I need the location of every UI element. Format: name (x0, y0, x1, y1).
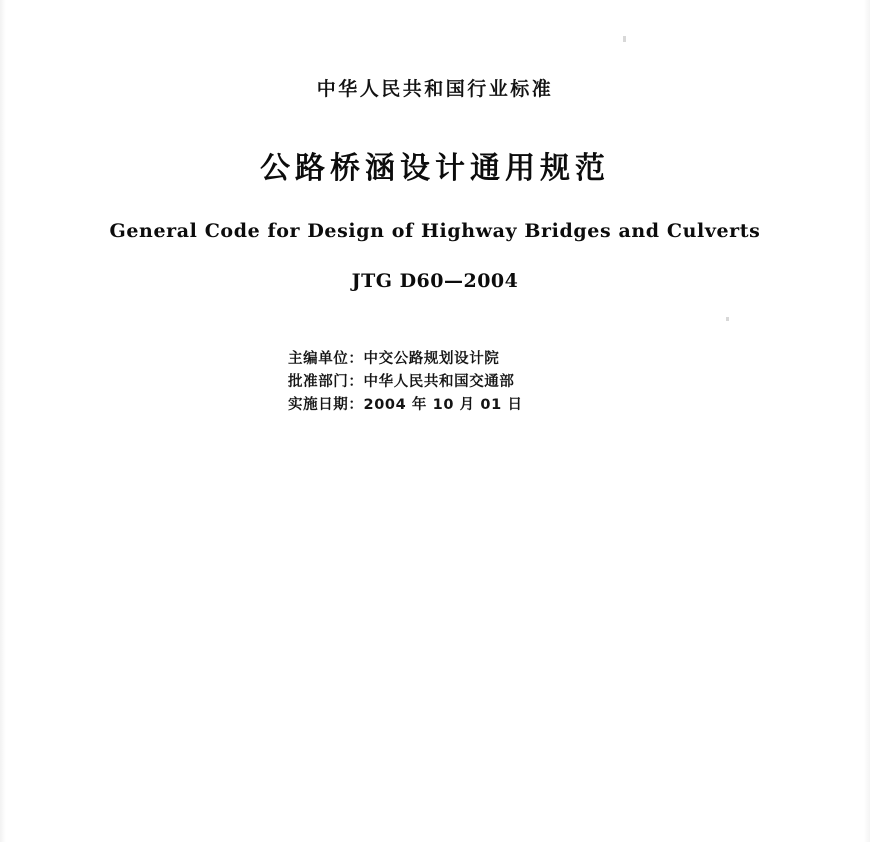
standard-code-number: JTG D60—2004 (351, 270, 519, 292)
english-title: General Code for Design of Highway Bridges and Culverts (109, 220, 761, 242)
page-title: 公路桥涵设计通用规范 (260, 151, 610, 186)
meta-approving-department: 批准部门：中华人民共和国交通部 (288, 374, 515, 390)
publication-metadata (288, 348, 523, 417)
meta-effective-date: 实施日期：2004 年 10 月 01 日 (288, 397, 523, 413)
standard-authority-line: 中华人民共和国行业标准 (316, 78, 554, 100)
title-block (0, 0, 870, 292)
scan-speck (726, 317, 729, 321)
meta-editing-unit: 主编单位：中交公路规划设计院 (288, 351, 500, 367)
